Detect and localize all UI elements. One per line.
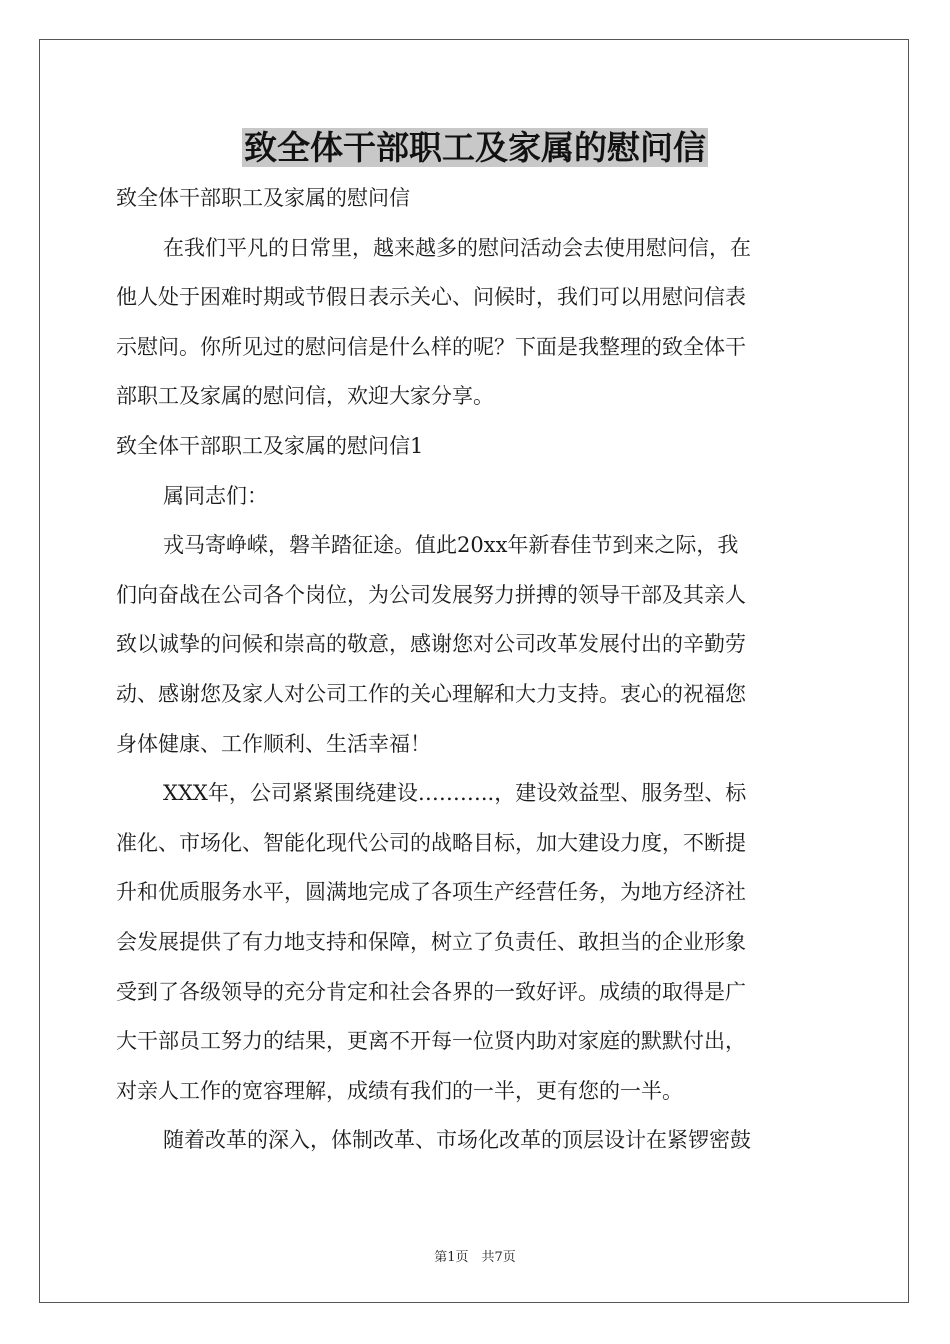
text-line-content: 致全体干部职工及家属的慰问信1: [116, 434, 424, 458]
text-line: [0, 773, 950, 813]
text-line: [0, 724, 950, 764]
text-line: [0, 1021, 950, 1061]
text-line-content: 部职工及家属的慰问信，欢迎大家分享。: [116, 384, 494, 409]
text-line-content: 身体健康、工作顺利、生活幸福！: [116, 731, 431, 756]
text-line-content: XXX年，公司紧紧围绕建设………..，建设效益型、服务型、标: [163, 781, 747, 806]
document-title: [0, 126, 950, 170]
document-title-text: 致全体干部职工及家属的慰问信: [244, 128, 706, 167]
text-line-content: 属同志们：: [163, 483, 268, 508]
text-line: [0, 1071, 950, 1111]
text-line-content: 在我们平凡的日常里，越来越多的慰问活动会去使用慰问信，在: [163, 235, 751, 260]
text-line: [0, 624, 950, 664]
text-line: [0, 178, 950, 218]
text-line-content: 致全体干部职工及家属的慰问信: [116, 186, 410, 210]
text-line-content: 示慰问。你所见过的慰问信是什么样的呢？下面是我整理的致全体干: [116, 334, 746, 359]
text-line: [0, 1120, 950, 1160]
text-line-content: 准化、市场化、智能化现代公司的战略目标，加大建设力度，不断提: [116, 830, 746, 855]
text-line-content: 动、感谢您及家人对公司工作的关心理解和大力支持。衷心的祝福您: [116, 682, 746, 706]
text-line-content: 戎马寄峥嵘，磐羊踏征途。值此20xx年新春佳节到来之际，我: [163, 533, 739, 558]
text-line-content: 会发展提供了有力地支持和保障，树立了负责任、敢担当的企业形象: [116, 930, 746, 954]
text-line-content: 们向奋战在公司各个岗位，为公司发展努力拼搏的领导干部及其亲人: [116, 582, 746, 607]
text-line-content: 升和优质服务水平，圆满地完成了各项生产经营任务，为地方经济社: [116, 880, 746, 905]
text-line: [0, 327, 950, 367]
text-line-content: 他人处于困难时期或节假日表示关心、问候时，我们可以用慰问信表: [116, 285, 746, 310]
text-line: [0, 922, 950, 962]
text-line: [0, 575, 950, 615]
text-line: [0, 972, 950, 1012]
text-line-content: 对亲人工作的宽容理解，成绩有我们的一半，更有您的一半。: [116, 1078, 683, 1103]
text-line: [0, 823, 950, 863]
text-line: [0, 476, 950, 516]
text-line-content: 大干部员工努力的结果，更离不开每一位贤内助对家庭的默默付出，: [116, 1029, 746, 1054]
text-line: [0, 228, 950, 268]
text-line-content: 受到了各级领导的充分肯定和社会各界的一致好评。成绩的取得是广: [116, 979, 746, 1004]
text-line-content: 随着改革的深入，体制改革、市场化改革的顶层设计在紧锣密鼓: [163, 1128, 751, 1153]
text-line: [0, 674, 950, 714]
text-line: [0, 277, 950, 317]
text-line: [0, 872, 950, 912]
text-line: [0, 525, 950, 565]
text-line: [0, 426, 950, 466]
text-line-content: 致以诚挚的问候和崇高的敬意，感谢您对公司改革发展付出的辛勤劳: [116, 632, 746, 657]
page-footer: 第1页 共7页: [434, 1250, 516, 1265]
text-line: [0, 376, 950, 416]
